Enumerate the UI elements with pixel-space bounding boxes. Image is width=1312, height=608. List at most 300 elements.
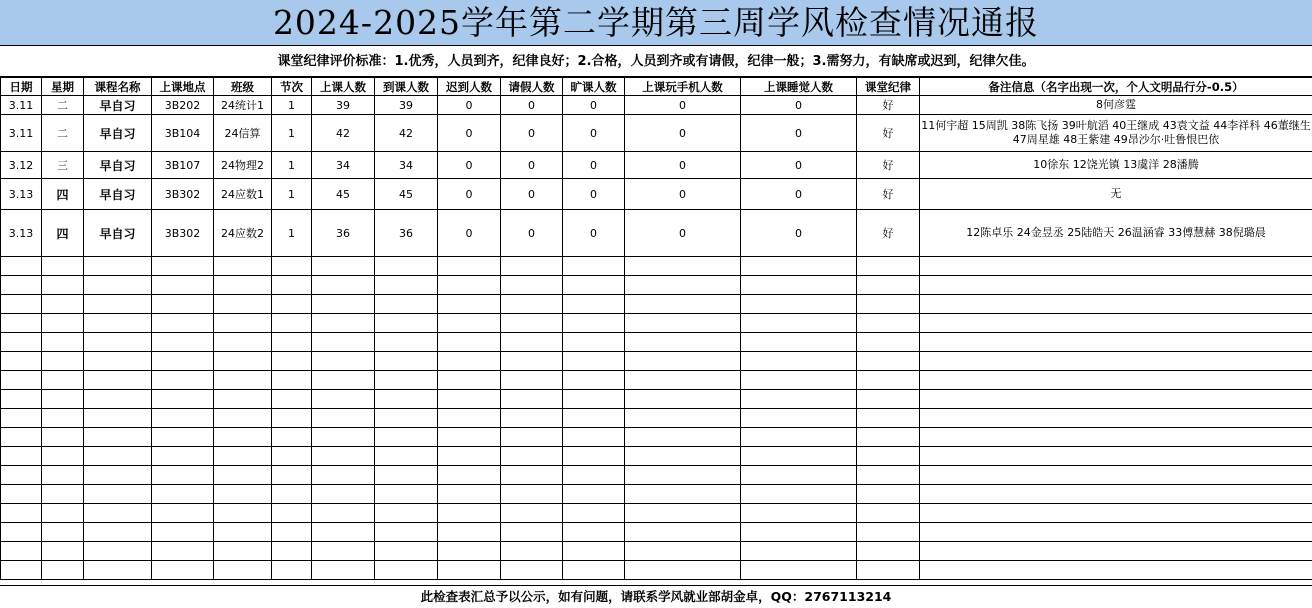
cell-class: 24物理2 <box>214 152 272 179</box>
empty-cell <box>42 561 84 580</box>
empty-cell <box>84 371 152 390</box>
empty-cell <box>438 466 501 485</box>
empty-cell <box>42 257 84 276</box>
empty-cell <box>1 428 42 447</box>
empty-cell <box>741 352 857 371</box>
cell-class: 24信算 <box>214 115 272 152</box>
empty-cell <box>438 257 501 276</box>
empty-cell <box>741 485 857 504</box>
table-row <box>1 179 1312 210</box>
empty-cell <box>272 352 312 371</box>
empty-cell <box>625 314 741 333</box>
empty-cell <box>920 504 1312 523</box>
empty-cell <box>214 390 272 409</box>
empty-cell <box>625 466 741 485</box>
empty-cell <box>272 314 312 333</box>
cell-course: 早自习 <box>84 179 152 210</box>
empty-cell <box>84 561 152 580</box>
empty-cell <box>375 485 438 504</box>
empty-cell <box>272 257 312 276</box>
cell-date: 3.13 <box>1 210 42 257</box>
empty-cell <box>625 295 741 314</box>
empty-cell <box>857 390 920 409</box>
empty-row <box>1 295 1312 314</box>
empty-cell <box>438 371 501 390</box>
empty-cell <box>563 523 625 542</box>
cell-phone: 0 <box>625 96 741 115</box>
cell-enrolled: 34 <box>312 152 375 179</box>
empty-cell <box>84 352 152 371</box>
header-present: 到课人数 <box>375 78 438 96</box>
empty-cell <box>312 561 375 580</box>
empty-cell <box>501 257 563 276</box>
empty-cell <box>312 523 375 542</box>
empty-cell <box>152 561 214 580</box>
empty-cell <box>272 542 312 561</box>
empty-row <box>1 447 1312 466</box>
header-leave: 请假人数 <box>501 78 563 96</box>
empty-cell <box>214 561 272 580</box>
empty-cell <box>920 333 1312 352</box>
empty-cell <box>438 314 501 333</box>
cell-course: 早自习 <box>84 210 152 257</box>
empty-cell <box>312 504 375 523</box>
empty-cell <box>501 276 563 295</box>
empty-cell <box>501 466 563 485</box>
empty-cell <box>375 390 438 409</box>
empty-cell <box>501 428 563 447</box>
empty-cell <box>920 409 1312 428</box>
empty-row <box>1 428 1312 447</box>
empty-cell <box>563 542 625 561</box>
empty-cell <box>152 504 214 523</box>
cell-sleep: 0 <box>741 152 857 179</box>
empty-cell <box>214 276 272 295</box>
empty-cell <box>375 371 438 390</box>
empty-cell <box>920 257 1312 276</box>
empty-cell <box>42 485 84 504</box>
empty-cell <box>1 542 42 561</box>
empty-cell <box>152 466 214 485</box>
cell-phone: 0 <box>625 179 741 210</box>
empty-cell <box>312 542 375 561</box>
header-phone: 上课玩手机人数 <box>625 78 741 96</box>
empty-row <box>1 485 1312 504</box>
empty-cell <box>741 257 857 276</box>
empty-cell <box>625 276 741 295</box>
empty-cell <box>438 352 501 371</box>
header-location: 上课地点 <box>152 78 214 96</box>
empty-cell <box>563 333 625 352</box>
empty-cell <box>741 314 857 333</box>
empty-cell <box>272 371 312 390</box>
empty-cell <box>375 333 438 352</box>
empty-cell <box>152 428 214 447</box>
cell-present: 42 <box>375 115 438 152</box>
empty-cell <box>501 447 563 466</box>
empty-cell <box>741 333 857 352</box>
cell-period: 1 <box>272 96 312 115</box>
header-period: 节次 <box>272 78 312 96</box>
empty-cell <box>563 314 625 333</box>
empty-cell <box>375 447 438 466</box>
empty-cell <box>152 542 214 561</box>
empty-row <box>1 276 1312 295</box>
cell-leave: 0 <box>501 210 563 257</box>
cell-absent: 0 <box>563 115 625 152</box>
cell-present: 39 <box>375 96 438 115</box>
empty-cell <box>857 485 920 504</box>
cell-sleep: 0 <box>741 210 857 257</box>
cell-absent: 0 <box>563 210 625 257</box>
empty-cell <box>152 333 214 352</box>
empty-cell <box>214 295 272 314</box>
cell-leave: 0 <box>501 152 563 179</box>
empty-cell <box>84 542 152 561</box>
empty-cell <box>1 504 42 523</box>
empty-cell <box>312 276 375 295</box>
empty-cell <box>84 466 152 485</box>
empty-cell <box>857 409 920 428</box>
table-row <box>1 115 1312 152</box>
empty-cell <box>857 504 920 523</box>
empty-cell <box>272 485 312 504</box>
empty-cell <box>375 523 438 542</box>
empty-cell <box>84 523 152 542</box>
empty-cell <box>501 523 563 542</box>
empty-cell <box>152 409 214 428</box>
empty-cell <box>1 561 42 580</box>
page-title: 2024-2025学年第二学期第三周学风检查情况通报 <box>0 0 1312 46</box>
empty-cell <box>920 523 1312 542</box>
cell-sleep: 0 <box>741 96 857 115</box>
empty-cell <box>272 295 312 314</box>
header-date: 日期 <box>1 78 42 96</box>
empty-cell <box>563 257 625 276</box>
empty-cell <box>152 352 214 371</box>
empty-cell <box>375 428 438 447</box>
empty-cell <box>312 390 375 409</box>
empty-cell <box>563 276 625 295</box>
empty-cell <box>741 523 857 542</box>
empty-cell <box>563 390 625 409</box>
empty-cell <box>1 523 42 542</box>
empty-cell <box>272 428 312 447</box>
empty-cell <box>42 466 84 485</box>
empty-cell <box>84 276 152 295</box>
empty-cell <box>42 447 84 466</box>
empty-cell <box>1 257 42 276</box>
empty-cell <box>438 333 501 352</box>
cell-enrolled: 36 <box>312 210 375 257</box>
empty-row <box>1 409 1312 428</box>
empty-cell <box>563 428 625 447</box>
cell-present: 45 <box>375 179 438 210</box>
cell-course: 早自习 <box>84 115 152 152</box>
empty-cell <box>272 390 312 409</box>
empty-cell <box>741 295 857 314</box>
empty-cell <box>920 466 1312 485</box>
empty-cell <box>214 371 272 390</box>
empty-cell <box>1 352 42 371</box>
empty-cell <box>214 504 272 523</box>
empty-row <box>1 561 1312 580</box>
empty-cell <box>563 409 625 428</box>
empty-cell <box>438 295 501 314</box>
header-course: 课程名称 <box>84 78 152 96</box>
empty-cell <box>152 523 214 542</box>
empty-cell <box>501 314 563 333</box>
empty-row <box>1 390 1312 409</box>
empty-cell <box>214 409 272 428</box>
cell-period: 1 <box>272 152 312 179</box>
cell-date: 3.12 <box>1 152 42 179</box>
empty-cell <box>741 390 857 409</box>
empty-cell <box>214 447 272 466</box>
empty-row <box>1 333 1312 352</box>
empty-cell <box>741 466 857 485</box>
empty-cell <box>563 371 625 390</box>
empty-row <box>1 466 1312 485</box>
cell-absent: 0 <box>563 96 625 115</box>
empty-cell <box>741 542 857 561</box>
empty-cell <box>857 371 920 390</box>
empty-cell <box>625 352 741 371</box>
empty-cell <box>84 447 152 466</box>
empty-cell <box>920 371 1312 390</box>
empty-cell <box>375 409 438 428</box>
footer-notice: 此检查表汇总予以公示，如有问题，请联系学风就业部胡金卓，QQ：2767113214 <box>0 585 1312 607</box>
empty-cell <box>1 295 42 314</box>
empty-cell <box>375 314 438 333</box>
empty-cell <box>857 314 920 333</box>
empty-cell <box>741 561 857 580</box>
empty-cell <box>920 561 1312 580</box>
header-weekday: 星期 <box>42 78 84 96</box>
cell-discipline: 好 <box>857 179 920 210</box>
empty-cell <box>42 390 84 409</box>
empty-cell <box>84 504 152 523</box>
header-sleep: 上课睡觉人数 <box>741 78 857 96</box>
empty-cell <box>438 390 501 409</box>
cell-weekday: 二 <box>42 96 84 115</box>
empty-cell <box>563 352 625 371</box>
cell-discipline: 好 <box>857 96 920 115</box>
empty-cell <box>152 447 214 466</box>
empty-cell <box>625 447 741 466</box>
empty-cell <box>625 428 741 447</box>
cell-late: 0 <box>438 210 501 257</box>
empty-cell <box>625 542 741 561</box>
cell-weekday: 三 <box>42 152 84 179</box>
empty-cell <box>84 333 152 352</box>
empty-cell <box>152 485 214 504</box>
cell-date: 3.11 <box>1 96 42 115</box>
cell-late: 0 <box>438 115 501 152</box>
empty-cell <box>438 504 501 523</box>
empty-cell <box>42 409 84 428</box>
empty-cell <box>741 409 857 428</box>
empty-cell <box>501 504 563 523</box>
empty-cell <box>42 371 84 390</box>
empty-cell <box>84 295 152 314</box>
cell-leave: 0 <box>501 115 563 152</box>
empty-cell <box>857 561 920 580</box>
empty-cell <box>625 409 741 428</box>
empty-cell <box>438 409 501 428</box>
empty-cell <box>501 352 563 371</box>
empty-cell <box>1 390 42 409</box>
empty-cell <box>42 352 84 371</box>
empty-cell <box>920 428 1312 447</box>
empty-cell <box>857 257 920 276</box>
empty-cell <box>501 409 563 428</box>
empty-cell <box>42 295 84 314</box>
empty-cell <box>920 447 1312 466</box>
empty-cell <box>857 428 920 447</box>
cell-phone: 0 <box>625 152 741 179</box>
empty-cell <box>84 409 152 428</box>
empty-cell <box>84 257 152 276</box>
empty-cell <box>438 542 501 561</box>
empty-cell <box>625 371 741 390</box>
empty-cell <box>501 542 563 561</box>
empty-cell <box>214 314 272 333</box>
empty-cell <box>501 561 563 580</box>
empty-cell <box>563 504 625 523</box>
empty-cell <box>375 295 438 314</box>
empty-cell <box>920 295 1312 314</box>
empty-cell <box>375 504 438 523</box>
cell-sleep: 0 <box>741 115 857 152</box>
empty-cell <box>312 295 375 314</box>
cell-absent: 0 <box>563 179 625 210</box>
cell-date: 3.11 <box>1 115 42 152</box>
empty-cell <box>563 561 625 580</box>
table-header-row <box>1 78 1312 96</box>
empty-cell <box>312 466 375 485</box>
cell-weekday: 四 <box>42 210 84 257</box>
empty-cell <box>152 390 214 409</box>
empty-cell <box>1 333 42 352</box>
empty-cell <box>857 542 920 561</box>
cell-notes: 12陈卓乐 24金昱丞 25陆皓天 26温涵睿 33傅慧赫 38倪璐晨 <box>920 210 1312 257</box>
empty-cell <box>563 485 625 504</box>
empty-cell <box>272 504 312 523</box>
cell-class: 24统计1 <box>214 96 272 115</box>
empty-cell <box>501 371 563 390</box>
empty-cell <box>857 276 920 295</box>
empty-cell <box>563 466 625 485</box>
header-absent: 旷课人数 <box>563 78 625 96</box>
empty-cell <box>312 409 375 428</box>
empty-cell <box>312 352 375 371</box>
header-notes: 备注信息（名字出现一次，个人文明品行分-0.5） <box>920 78 1312 96</box>
cell-notes: 无 <box>920 179 1312 210</box>
empty-cell <box>920 276 1312 295</box>
empty-cell <box>438 447 501 466</box>
cell-period: 1 <box>272 115 312 152</box>
empty-cell <box>375 466 438 485</box>
empty-cell <box>857 523 920 542</box>
cell-late: 0 <box>438 96 501 115</box>
cell-course: 早自习 <box>84 96 152 115</box>
empty-row <box>1 504 1312 523</box>
empty-row <box>1 257 1312 276</box>
empty-cell <box>42 333 84 352</box>
cell-phone: 0 <box>625 210 741 257</box>
cell-absent: 0 <box>563 152 625 179</box>
empty-cell <box>214 428 272 447</box>
cell-period: 1 <box>272 179 312 210</box>
empty-row <box>1 542 1312 561</box>
empty-cell <box>1 409 42 428</box>
empty-cell <box>1 466 42 485</box>
empty-cell <box>84 485 152 504</box>
empty-cell <box>1 485 42 504</box>
empty-cell <box>272 447 312 466</box>
empty-cell <box>312 371 375 390</box>
cell-location: 3B202 <box>152 96 214 115</box>
empty-cell <box>625 333 741 352</box>
empty-cell <box>438 561 501 580</box>
empty-cell <box>625 561 741 580</box>
empty-cell <box>84 390 152 409</box>
empty-cell <box>152 276 214 295</box>
empty-cell <box>625 485 741 504</box>
cell-notes: 11何宇超 15周凯 38陈飞扬 39叶航滔 40王继成 43袁文益 44李祥科 46董继生 47周星雄 48王紫建 49昂沙尔·吐鲁恨巴依 <box>920 115 1312 152</box>
empty-cell <box>152 295 214 314</box>
empty-cell <box>152 371 214 390</box>
cell-period: 1 <box>272 210 312 257</box>
empty-cell <box>272 333 312 352</box>
empty-cell <box>42 504 84 523</box>
empty-row <box>1 523 1312 542</box>
empty-cell <box>625 504 741 523</box>
header-discipline: 课堂纪律 <box>857 78 920 96</box>
cell-late: 0 <box>438 152 501 179</box>
empty-cell <box>214 523 272 542</box>
empty-cell <box>741 428 857 447</box>
empty-row <box>1 314 1312 333</box>
table-row <box>1 210 1312 257</box>
cell-present: 36 <box>375 210 438 257</box>
empty-cell <box>625 390 741 409</box>
empty-cell <box>214 352 272 371</box>
empty-cell <box>741 504 857 523</box>
empty-cell <box>438 276 501 295</box>
empty-cell <box>84 428 152 447</box>
empty-cell <box>501 295 563 314</box>
header-late: 迟到人数 <box>438 78 501 96</box>
empty-cell <box>312 428 375 447</box>
empty-cell <box>438 523 501 542</box>
empty-cell <box>214 485 272 504</box>
empty-cell <box>312 447 375 466</box>
cell-discipline: 好 <box>857 210 920 257</box>
empty-cell <box>857 352 920 371</box>
empty-cell <box>857 447 920 466</box>
empty-cell <box>857 295 920 314</box>
empty-cell <box>741 276 857 295</box>
cell-leave: 0 <box>501 96 563 115</box>
empty-cell <box>42 428 84 447</box>
empty-cell <box>438 428 501 447</box>
empty-cell <box>563 295 625 314</box>
cell-course: 早自习 <box>84 152 152 179</box>
empty-cell <box>625 257 741 276</box>
empty-row <box>1 371 1312 390</box>
